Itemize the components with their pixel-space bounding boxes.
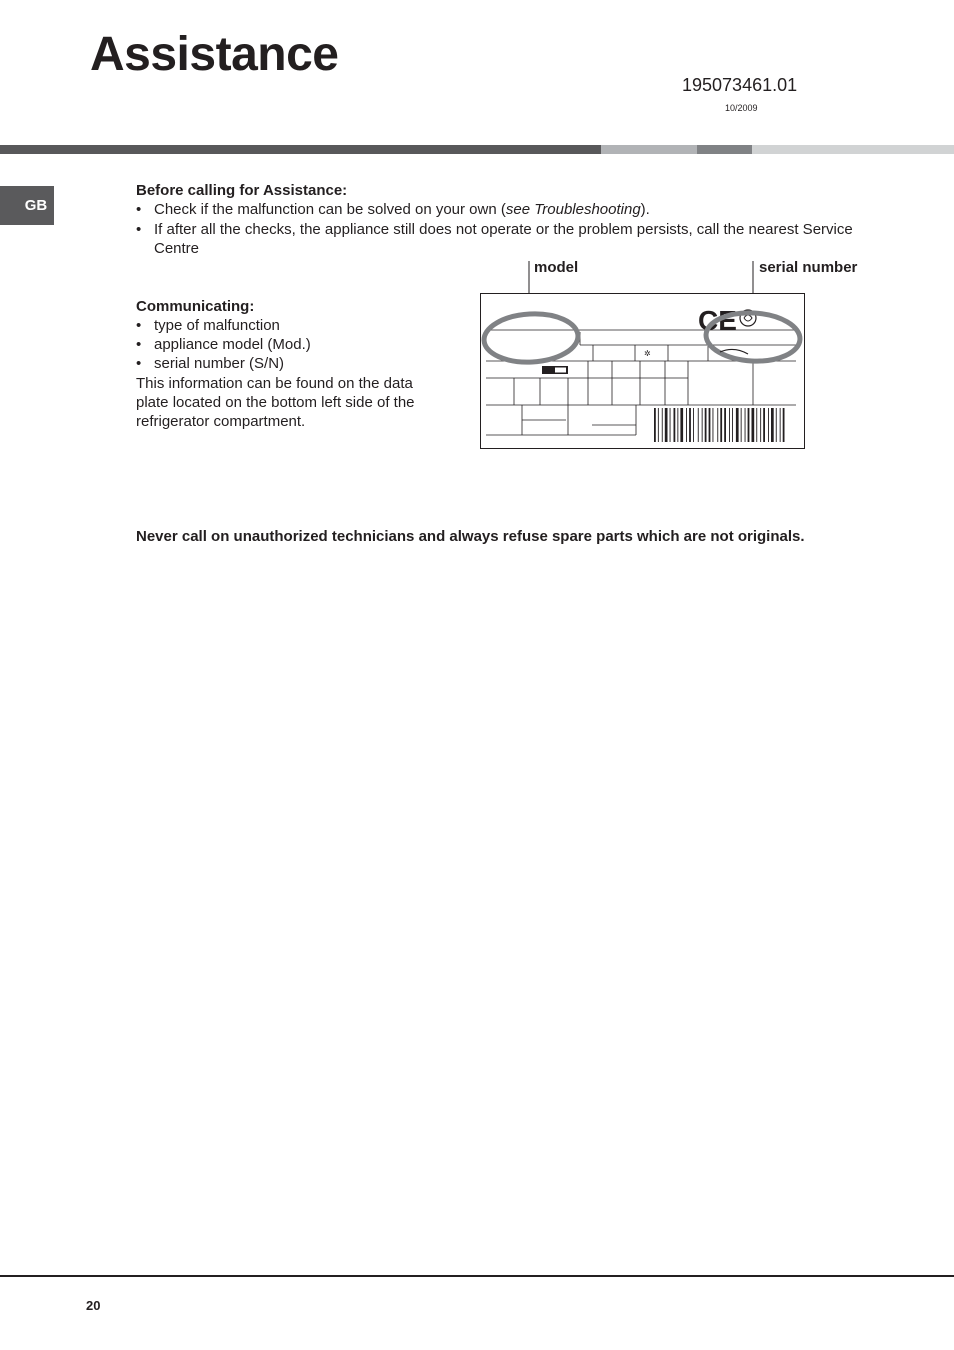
item-text: Check if the malfunction can be solved on your own ( [154,201,506,218]
barcode-bar [732,408,733,442]
barcode-bar [702,408,703,442]
header-color-bar [0,145,954,154]
before-calling-item-2-line2: Centre [154,240,200,257]
barcode-bar [752,408,755,442]
bullet-icon: • [136,317,142,334]
barcode-bar [763,408,765,442]
freezer-rating-icon-detail [555,368,566,373]
model-label: model [534,259,579,276]
page-title: Assistance [90,28,339,81]
serial-number-label: serial number [759,259,858,276]
bullet-icon: • [136,336,142,353]
barcode-bar [760,408,761,442]
before-calling-heading: Before calling for Assistance: [136,182,348,199]
before-calling-item-2-line1: If after all the checks, the appliance still does not operate or the problem persists, call the nearest Service [154,221,853,238]
barcode-bar [771,408,774,442]
item-text: ). [640,201,650,218]
page-number: 20 [86,1298,101,1313]
document-date: 10/2009 [725,103,758,113]
barcode-bar [709,408,711,442]
bar-segment-mid [697,145,752,154]
ce-mark-icon: CE [698,305,737,336]
barcode-bar [780,408,781,442]
barcode-bar [689,408,691,442]
barcode-bar [677,408,678,442]
barcode-bar [736,408,739,442]
bullet-icon: • [136,201,142,218]
data-plate-illustration [480,260,810,452]
barcode-bar [654,408,656,442]
barcode-bar [741,408,742,442]
bullet-icon: • [136,221,142,238]
barcode-bar [680,408,683,442]
barcode-bar [783,408,785,442]
barcode-bar [658,408,659,442]
communicating-note-line: refrigerator compartment. [136,413,306,430]
before-calling-item-1 [154,200,650,220]
barcode-bar [670,408,671,442]
barcode-bar [748,408,750,442]
barcode-bar [665,408,668,442]
barcode-bar [768,408,769,442]
barcode-bar [698,408,699,442]
bar-segment-dark [0,145,601,154]
bar-segment-pale [752,145,954,154]
barcode-bar [745,408,746,442]
communicating-note-line: This information can be found on the data [136,375,413,392]
bar-segment-light [601,145,697,154]
barcode-bar [705,408,707,442]
barcode-bar [674,408,676,442]
barcode-bar [713,408,714,442]
refrigerant-icon: ✲ [644,349,651,358]
barcode-bar [724,408,726,442]
communicating-item: appliance model (Mod.) [154,336,311,353]
barcode-bar [720,408,722,442]
warning-text: Never call on unauthorized technicians and always refuse spare parts which are not originals. [136,528,805,545]
footer-rule [0,1275,954,1277]
communicating-item: serial number (S/N) [154,355,285,372]
document-number: 195073461.01 [682,75,798,95]
communicating-note-line: plate located on the bottom left side of the [136,394,415,411]
communicating-heading: Communicating: [136,298,255,315]
barcode-bar [686,408,687,442]
barcode-bar [717,408,718,442]
barcode-bar [693,408,694,442]
barcode-bar [729,408,730,442]
bullet-icon: • [136,355,142,372]
language-tab: GB [0,186,54,225]
barcode-bar [776,408,777,442]
barcode-bar [662,408,663,442]
troubleshooting-reference: see Troubleshooting [505,201,641,218]
barcode-bar [756,408,757,442]
communicating-item: type of malfunction [154,317,280,334]
